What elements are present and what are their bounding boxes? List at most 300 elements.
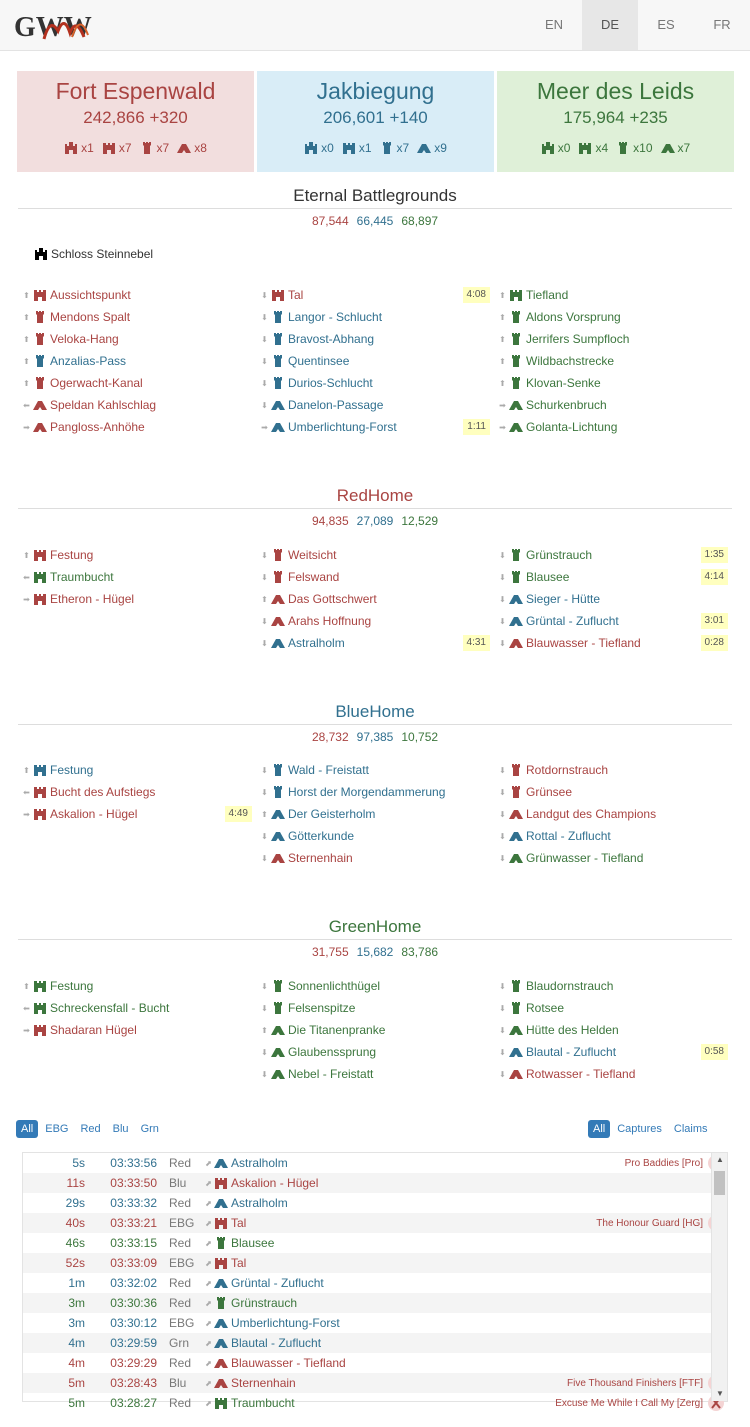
camp-icon: [509, 398, 523, 412]
objective-row[interactable]: [260, 1019, 490, 1041]
camp-icon: [33, 398, 47, 412]
objective-column: [260, 284, 490, 438]
arrow-down-icon: ⬇: [499, 638, 506, 648]
log-type-filter: [588, 1120, 713, 1138]
objective-row[interactable]: [498, 416, 728, 438]
log-objective-name: Traumbucht: [231, 1396, 295, 1410]
objective-name: Sternenhain: [288, 851, 353, 865]
scroll-down-arrow-icon[interactable]: ▼: [716, 1389, 724, 1398]
arrow-left-icon: ⬅: [23, 572, 30, 582]
log-age: 1m: [68, 1276, 85, 1290]
log-objective-name: Tal: [231, 1216, 247, 1230]
tower-icon: [616, 141, 630, 155]
guild-name[interactable]: Pro Baddies [Pro]: [624, 1157, 703, 1169]
arrow-up-icon: ⬆: [23, 356, 30, 366]
arrow-down-icon: ⬇: [261, 638, 268, 648]
log-map: Red: [169, 1396, 192, 1410]
buff-timer: 0:28: [701, 635, 728, 651]
arrow-down-icon: ⬇: [261, 312, 268, 322]
objective-row[interactable]: [22, 803, 252, 825]
lang-de-button[interactable]: DE: [582, 0, 638, 50]
camp-icon: [509, 614, 523, 628]
objective-row[interactable]: [498, 328, 728, 350]
keep-icon: [271, 288, 285, 302]
objective-row[interactable]: [260, 825, 490, 847]
arrow-down-icon: ⬇: [499, 981, 506, 991]
objective-row[interactable]: [260, 544, 490, 566]
map-score-blue: 27,089: [356, 514, 394, 528]
team-card-red: [17, 71, 254, 172]
tower-icon: [271, 332, 285, 346]
holding-count-label: x4: [595, 141, 609, 155]
arrow-down-icon: ⬇: [261, 334, 268, 344]
arrow-down-icon: ⬇: [499, 550, 506, 560]
objective-name: Umberlichtung-Forst: [288, 420, 397, 434]
arrow-down-icon: ⬇: [261, 400, 268, 410]
keep-icon: [33, 288, 47, 302]
camp-icon: [509, 807, 523, 821]
keep-icon: [214, 1216, 228, 1230]
keep-icon: [509, 288, 523, 302]
tower-icon: [33, 376, 47, 390]
objective-name: Wald - Freistatt: [288, 763, 369, 777]
log-time: 03:28:27: [110, 1396, 157, 1410]
objective-name: Aldons Vorsprung: [526, 310, 621, 324]
team-name: Jakbiegung: [316, 78, 435, 104]
camp-icon: [509, 851, 523, 865]
objective-name: Glaubenssprung: [288, 1045, 377, 1059]
buff-timer: 4:08: [463, 287, 490, 303]
team-name: Meer des Leids: [536, 78, 695, 104]
log-scrollbar[interactable]: [711, 1153, 727, 1401]
camp-icon: [271, 636, 285, 650]
log-age: 40s: [65, 1216, 85, 1230]
scrollbar-thumb[interactable]: [714, 1171, 725, 1195]
objective-name: Danelon-Passage: [288, 398, 384, 412]
filter-captures-button[interactable]: Captures: [617, 1123, 662, 1135]
objective-row[interactable]: [260, 588, 490, 610]
log-age: 11s: [66, 1176, 85, 1190]
objective-row[interactable]: [22, 588, 252, 610]
objective-row[interactable]: [498, 847, 728, 869]
log-map: Red: [169, 1276, 192, 1290]
arrow-icon: ⬈: [205, 1278, 212, 1288]
objective-row[interactable]: [22, 975, 252, 997]
objective-name: Blautal - Zuflucht: [526, 1045, 617, 1059]
filter-all-button[interactable]: All: [16, 1120, 38, 1138]
svg-text:GWW: GWW: [14, 12, 92, 43]
objective-row[interactable]: [498, 372, 728, 394]
arrow-down-icon: ⬇: [499, 572, 506, 582]
objective-row[interactable]: [260, 416, 490, 438]
arrow-down-icon: ⬇: [261, 616, 268, 626]
tower-icon: [509, 570, 523, 584]
arrow-icon: ⬈: [205, 1358, 212, 1368]
objective-name: Horst der Morgendammerung: [288, 785, 446, 799]
keep-icon: [33, 763, 47, 777]
scroll-up-arrow-icon[interactable]: ▲: [716, 1155, 724, 1164]
objective-name: Speldan Kahlschlag: [50, 398, 157, 412]
objective-column: [498, 759, 728, 869]
castle-icon: [541, 141, 555, 155]
buff-timer: 1:35: [701, 547, 728, 563]
objective-name: Durios-Schlucht: [288, 376, 373, 390]
objective-row[interactable]: [498, 803, 728, 825]
log-time: 03:33:50: [110, 1176, 157, 1190]
objective-row[interactable]: [22, 566, 252, 588]
castle-icon: [34, 247, 48, 261]
tower-icon: [271, 763, 285, 777]
tower-icon: [509, 310, 523, 324]
language-switcher: [526, 0, 750, 50]
objective-name: Das Gottschwert: [288, 592, 377, 606]
objective-castle[interactable]: [34, 243, 153, 265]
map-score-blue: 66,445: [356, 214, 394, 228]
camp-icon: [214, 1376, 228, 1390]
event-log[interactable]: [22, 1152, 728, 1410]
camp-icon: [271, 829, 285, 843]
holding-count: [578, 141, 608, 155]
arrow-icon: ⬈: [205, 1398, 212, 1408]
arrow-icon: ⬈: [205, 1198, 212, 1208]
objective-row[interactable]: [498, 825, 728, 847]
log-row[interactable]: [23, 1313, 727, 1333]
log-row[interactable]: [23, 1373, 727, 1393]
objective-row[interactable]: [260, 372, 490, 394]
log-age: 3m: [68, 1316, 85, 1330]
objective-name: Schloss Steinnebel: [51, 247, 154, 261]
objective-row[interactable]: [22, 781, 252, 803]
objective-name: Grünwasser - Tiefland: [526, 851, 644, 865]
log-age: 5m: [68, 1396, 85, 1410]
objective-name: Festung: [50, 763, 94, 777]
keep-icon: [578, 141, 592, 155]
filter-ebg-button[interactable]: EBG: [45, 1123, 69, 1135]
filter-red-button[interactable]: Red: [80, 1123, 101, 1135]
log-row[interactable]: [23, 1233, 727, 1253]
tower-icon: [33, 354, 47, 368]
objective-row[interactable]: [260, 1041, 490, 1063]
team-holdings: [257, 141, 494, 155]
objective-row[interactable]: [260, 566, 490, 588]
arrow-down-icon: ⬇: [499, 765, 506, 775]
tower-icon: [509, 376, 523, 390]
objective-row[interactable]: [22, 350, 252, 372]
arrow-down-icon: ⬇: [261, 550, 268, 560]
arrow-right-icon: ➡: [499, 422, 506, 432]
arrow-up-icon: ⬆: [23, 765, 30, 775]
objective-row[interactable]: [260, 610, 490, 632]
log-row[interactable]: [23, 1213, 727, 1233]
objective-row[interactable]: [22, 1019, 252, 1041]
camp-icon: [214, 1276, 228, 1290]
camp-icon: [214, 1196, 228, 1210]
log-row[interactable]: [23, 1253, 727, 1273]
objective-row[interactable]: [22, 306, 252, 328]
objective-row[interactable]: [260, 781, 490, 803]
camp-icon: [271, 1045, 285, 1059]
objective-column: [498, 284, 728, 438]
objective-row[interactable]: [498, 632, 728, 654]
objective-name: Arahs Hoffnung: [288, 614, 372, 628]
log-row[interactable]: [23, 1173, 727, 1193]
arrow-down-icon: ⬇: [261, 290, 268, 300]
map-score-green: 83,786: [401, 945, 439, 959]
log-objective-name: Grünstrauch: [231, 1296, 298, 1310]
keep-icon: [33, 570, 47, 584]
objective-column: [22, 759, 252, 825]
map-score-red: 28,732: [311, 730, 349, 744]
objective-row[interactable]: [498, 997, 728, 1019]
holding-count-label: x7: [396, 141, 410, 155]
objective-row[interactable]: [22, 997, 252, 1019]
arrow-icon: ⬈: [205, 1258, 212, 1268]
objective-row[interactable]: [260, 975, 490, 997]
log-row[interactable]: [23, 1293, 727, 1313]
objective-name: Wildbachstrecke: [526, 354, 615, 368]
objective-name: Der Geisterholm: [288, 807, 376, 821]
arrow-up-icon: ⬆: [261, 1025, 268, 1035]
buff-timer: 4:14: [701, 569, 728, 585]
objective-name: Felswand: [288, 570, 340, 584]
objective-name: Ogerwacht-Kanal: [50, 376, 143, 390]
map-score-green: 68,897: [401, 214, 439, 228]
arrow-down-icon: ⬇: [499, 616, 506, 626]
guild-name[interactable]: The Honour Guard [HG]: [596, 1217, 703, 1229]
keep-icon: [214, 1176, 228, 1190]
log-row[interactable]: [23, 1393, 727, 1413]
lang-en-button[interactable]: EN: [544, 17, 564, 32]
objective-row[interactable]: [22, 328, 252, 350]
keep-icon: [33, 807, 47, 821]
objective-row[interactable]: [22, 416, 252, 438]
objective-column: [260, 544, 490, 654]
tower-icon: [214, 1236, 228, 1250]
holding-count: [661, 141, 691, 155]
holding-count: [177, 141, 207, 155]
keep-icon: [33, 548, 47, 562]
arrow-down-icon: ⬇: [261, 1047, 268, 1057]
objective-row[interactable]: [498, 975, 728, 997]
tower-icon: [271, 376, 285, 390]
log-age: 5m: [68, 1376, 85, 1390]
objective-row[interactable]: [22, 372, 252, 394]
objective-name: Klovan-Senke: [526, 376, 601, 390]
objective-name: Festung: [50, 979, 94, 993]
arrow-down-icon: ⬇: [261, 378, 268, 388]
buff-timer: 1:11: [463, 419, 490, 435]
objective-name: Tal: [288, 288, 304, 302]
objective-row[interactable]: [498, 759, 728, 781]
holding-count-label: x7: [118, 141, 132, 155]
log-row[interactable]: [23, 1353, 727, 1373]
camp-icon: [271, 420, 285, 434]
objective-row[interactable]: [22, 284, 252, 306]
tower-icon: [509, 763, 523, 777]
lang-fr-button[interactable]: FR: [713, 17, 731, 32]
objective-row[interactable]: [498, 306, 728, 328]
objective-name: Landgut des Champions: [526, 807, 657, 821]
objective-column: [22, 544, 252, 610]
filter-blu-button[interactable]: Blu: [112, 1123, 129, 1135]
tower-icon: [33, 310, 47, 324]
objective-row[interactable]: [260, 394, 490, 416]
objective-name: Götterkunde: [288, 829, 355, 843]
log-objective-name: Blautal - Zuflucht: [231, 1336, 322, 1350]
log-time: 03:33:15: [110, 1236, 157, 1250]
objective-row[interactable]: [260, 803, 490, 825]
tower-icon: [271, 979, 285, 993]
log-row[interactable]: [23, 1153, 727, 1173]
objective-name: Bucht des Aufstiegs: [50, 785, 156, 799]
holding-count: [64, 141, 94, 155]
objective-row[interactable]: [498, 566, 728, 588]
filter-grn-button[interactable]: Grn: [140, 1123, 159, 1135]
tower-icon: [271, 570, 285, 584]
guild-name[interactable]: Five Thousand Finishers [FTF]: [567, 1377, 703, 1389]
log-row[interactable]: [23, 1333, 727, 1353]
objective-name: Grüntal - Zuflucht: [526, 614, 619, 628]
map-score-blue: 15,682: [356, 945, 394, 959]
holding-count-label: x1: [358, 141, 372, 155]
objective-row[interactable]: [498, 284, 728, 306]
objective-row[interactable]: [260, 847, 490, 869]
arrow-icon: ⬈: [205, 1158, 212, 1168]
arrow-left-icon: ⬅: [23, 1003, 30, 1013]
objective-row[interactable]: [260, 306, 490, 328]
objective-name: Mendons Spalt: [50, 310, 131, 324]
tower-icon: [509, 332, 523, 346]
holding-count: [304, 141, 334, 155]
camp-icon: [661, 141, 675, 155]
camp-icon: [271, 1067, 285, 1081]
objective-row[interactable]: [498, 588, 728, 610]
log-age: 5s: [72, 1156, 85, 1170]
objective-row[interactable]: [498, 544, 728, 566]
keep-icon: [33, 1023, 47, 1037]
map-title: BlueHome: [18, 699, 732, 725]
arrow-down-icon: ⬇: [499, 853, 506, 863]
holding-count: [616, 141, 652, 155]
objective-row[interactable]: [260, 997, 490, 1019]
objective-name: Veloka-Hang: [50, 332, 119, 346]
map-score-green: 10,752: [401, 730, 439, 744]
log-map: EBG: [169, 1256, 195, 1270]
objective-name: Hütte des Helden: [526, 1023, 619, 1037]
objective-row[interactable]: [498, 1063, 728, 1085]
tower-icon: [509, 785, 523, 799]
log-objective-name: Blausee: [231, 1236, 275, 1250]
objective-row[interactable]: [260, 632, 490, 654]
map-title: Eternal Battlegrounds: [18, 183, 732, 209]
objective-name: Blausee: [526, 570, 570, 584]
log-objective-name: Blauwasser - Tiefland: [231, 1356, 346, 1370]
objective-row[interactable]: [498, 1019, 728, 1041]
arrow-up-icon: ⬆: [261, 594, 268, 604]
camp-icon: [271, 807, 285, 821]
objective-name: Sieger - Hütte: [526, 592, 601, 606]
gww-logo[interactable]: [14, 9, 114, 43]
objective-row[interactable]: [498, 350, 728, 372]
buff-timer: 4:31: [463, 635, 490, 651]
objective-row[interactable]: [498, 610, 728, 632]
objective-name: Grünstrauch: [526, 548, 593, 562]
tower-icon: [140, 141, 154, 155]
camp-icon: [509, 1023, 523, 1037]
objective-row[interactable]: [260, 350, 490, 372]
filter-claims-button[interactable]: Claims: [673, 1123, 708, 1135]
camp-icon: [214, 1316, 228, 1330]
objective-row[interactable]: [498, 781, 728, 803]
arrow-down-icon: ⬇: [499, 594, 506, 604]
log-time: 03:33:32: [110, 1196, 157, 1210]
camp-icon: [271, 614, 285, 628]
objective-row[interactable]: [22, 394, 252, 416]
objective-row[interactable]: [22, 544, 252, 566]
log-row[interactable]: [23, 1273, 727, 1293]
team-card-grn: [497, 71, 734, 172]
team-score: 242,866 +320: [83, 108, 188, 127]
holding-count-label: x10: [633, 141, 653, 155]
objective-row[interactable]: [498, 1041, 728, 1063]
arrow-down-icon: ⬇: [499, 787, 506, 797]
guild-name[interactable]: Excuse Me While I Call My [Zerg]: [555, 1397, 703, 1409]
holding-count: [417, 141, 447, 155]
log-row[interactable]: [23, 1193, 727, 1213]
arrow-down-icon: ⬇: [261, 853, 268, 863]
objective-name: Schreckensfall - Bucht: [50, 1001, 170, 1015]
tower-icon: [214, 1296, 228, 1310]
log-time: 03:29:59: [110, 1336, 157, 1350]
map-title: RedHome: [18, 483, 732, 509]
objective-row[interactable]: [260, 284, 490, 306]
holding-count: [380, 141, 410, 155]
log-age: 52s: [65, 1256, 85, 1270]
holding-count: [140, 141, 170, 155]
objective-name: Bravost-Abhang: [288, 332, 375, 346]
objective-row[interactable]: [260, 1063, 490, 1085]
log-age: 4m: [68, 1356, 85, 1370]
tower-icon: [271, 548, 285, 562]
camp-icon: [271, 851, 285, 865]
holding-count-label: x9: [434, 141, 447, 155]
camp-icon: [271, 398, 285, 412]
objective-name: Langor - Schlucht: [288, 310, 383, 324]
arrow-up-icon: ⬆: [23, 312, 30, 322]
keep-icon: [33, 592, 47, 606]
lang-es-button[interactable]: ES: [657, 17, 675, 32]
objective-row[interactable]: [498, 394, 728, 416]
camp-icon: [33, 420, 47, 434]
camp-icon: [509, 829, 523, 843]
keep-icon: [214, 1396, 228, 1410]
camp-icon: [177, 141, 191, 155]
arrow-up-icon: ⬆: [499, 378, 506, 388]
objective-name: Askalion - Hügel: [50, 807, 138, 821]
camp-icon: [509, 1067, 523, 1081]
arrow-up-icon: ⬆: [499, 290, 506, 300]
objective-row[interactable]: [260, 759, 490, 781]
objective-row[interactable]: [260, 328, 490, 350]
arrow-right-icon: ➡: [23, 1025, 30, 1035]
filter-all-button[interactable]: All: [588, 1120, 610, 1138]
arrow-up-icon: ⬆: [499, 312, 506, 322]
objective-name: Die Titanenpranke: [288, 1023, 386, 1037]
castle-icon: [304, 141, 318, 155]
objective-column: [498, 975, 728, 1085]
objective-row[interactable]: [22, 759, 252, 781]
log-time: 03:29:29: [110, 1356, 157, 1370]
